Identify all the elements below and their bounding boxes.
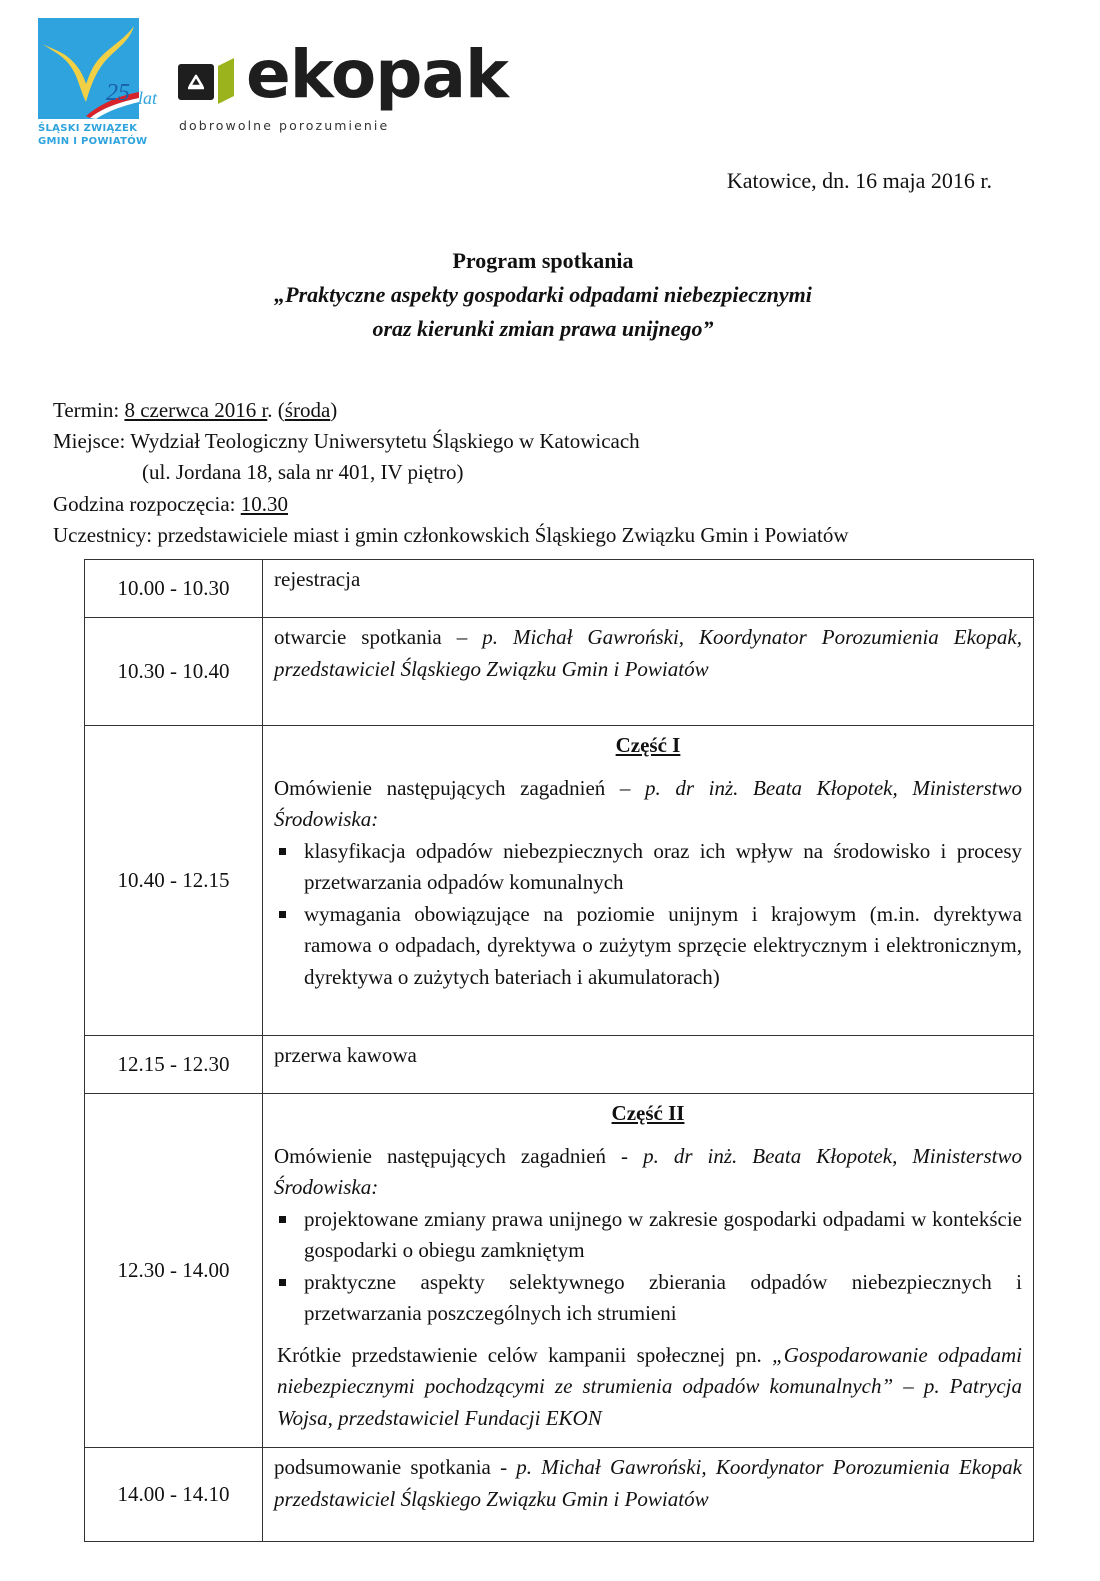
szgip-logo-name-line2: GMIN I POWIATÓW — [38, 136, 148, 147]
speaker: p. Michał Gawroński, Koordynator Porozumienia Ekopak przedstawiciel Śląskiego Związku Gmin i Powiatów — [274, 1455, 1022, 1511]
campaign-intro: Krótkie przedstawienie celów kampanii społecznej pn. — [277, 1342, 773, 1367]
desc-cell — [263, 1094, 1034, 1448]
bullet-item: wymagania obowiązujące na poziomie unijnym i krajowym (m.in. dyrektywa ramowa o odpadach, dyrektywa o zużytym sprzęcie elektrycznym i elektronicznym, dyrektywa o zużytych bateriach i akumulatorach) — [304, 899, 1022, 994]
termin-label: Termin: — [53, 398, 125, 422]
program-table — [84, 559, 1034, 1542]
document-subtitle-line1: „Praktyczne aspekty gospodarki odpadami niebezpiecznymi — [274, 282, 812, 307]
miejsce-label: Miejsce: — [53, 429, 131, 453]
bullet-item: projektowane zmiany prawa unijnego w zakresie gospodarki odpadami w kontekście gospodarki o obiegu zamkniętym — [304, 1204, 1022, 1267]
ekopak-tagline: dobrowolne porozumienie — [179, 118, 390, 133]
bullet-list — [274, 836, 1022, 994]
szgip-logo-name — [38, 122, 148, 148]
miejsce-line — [53, 429, 640, 454]
item-text: podsumowanie spotkania - — [274, 1455, 517, 1479]
bullet-list — [274, 1204, 1022, 1330]
time-cell: 14.00 - 14.10 — [85, 1448, 263, 1542]
campaign-title: „Gospodarowanie odpadami niebezpiecznymi pochodzącymi ze strumienia odpadów komunalnych” – p. Patrycja Wojsa, przedstawiciel Fundacji EKON — [277, 1342, 1023, 1430]
item-intro — [274, 773, 1022, 836]
table-row — [85, 1448, 1034, 1542]
recycle-icon — [178, 56, 234, 109]
item-text: rejestracja — [274, 567, 361, 591]
desc-cell — [263, 726, 1034, 1036]
szgip-logo — [38, 18, 162, 150]
speaker: p. dr inż. Beata Kłopotek, Ministerstwo Środowiska: — [274, 1143, 1022, 1199]
intro-text: Omówienie następujących zagadnień - — [274, 1143, 644, 1168]
ekopak-wordmark: ekopak — [246, 36, 508, 113]
table-row — [85, 1094, 1034, 1448]
termin-close: ) — [330, 398, 338, 422]
time-cell: 12.15 - 12.30 — [85, 1036, 263, 1094]
termin-day: środa — [284, 398, 331, 422]
item-text: przerwa kawowa — [274, 1043, 417, 1067]
desc-cell — [263, 1036, 1034, 1094]
table-row — [85, 560, 1034, 618]
time-cell: 10.00 - 10.30 — [85, 560, 263, 618]
desc-cell — [263, 560, 1034, 618]
bullet-item: praktyczne aspekty selektywnego zbierania odpadów niebezpiecznych i przetwarzania poszczególnych ich strumieni — [304, 1267, 1022, 1330]
time-cell: 10.30 - 10.40 — [85, 618, 263, 726]
ekopak-logo — [178, 36, 508, 137]
document-title: Program spotkania — [452, 248, 634, 273]
item-text: otwarcie spotkania – — [274, 625, 483, 649]
campaign-note — [274, 1340, 1022, 1435]
miejsce-address: (ul. Jordana 18, sala nr 401, IV piętro) — [142, 460, 464, 484]
termin-date: 8 czerwca 2016 r — [124, 398, 268, 422]
termin-line — [53, 398, 337, 423]
szgip-logo-years: 25 — [106, 80, 130, 106]
place-date: Katowice, dn. 16 maja 2016 r. — [726, 168, 992, 193]
szgip-logo-name-line1: ŚLĄSKI ZWIĄZEK — [38, 123, 138, 134]
uczestnicy-line: Uczestnicy: przedstawiciele miast i gmin członkowskich Śląskiego Związku Gmin i Powiatów — [53, 523, 849, 547]
item-intro — [274, 1141, 1022, 1204]
desc-cell — [263, 1448, 1034, 1542]
miejsce-value: Wydział Teologiczny Uniwersytetu Śląskiego w Katowicach — [130, 429, 640, 453]
time-cell: 10.40 - 12.15 — [85, 726, 263, 1036]
document-subtitle-line2: oraz kierunki zmian prawa unijnego” — [372, 316, 714, 341]
table-row — [85, 726, 1034, 1036]
time-cell: 12.30 - 14.00 — [85, 1094, 263, 1448]
intro-text: Omówienie następujących zagadnień – — [274, 775, 646, 800]
szgip-logo-lat: lat — [138, 88, 158, 108]
table-row — [85, 618, 1034, 726]
godzina-label: Godzina rozpoczęcia: — [53, 492, 241, 516]
part-heading: Część I — [615, 733, 681, 757]
speaker: p. dr inż. Beata Kłopotek, Ministerstwo Środowiska: — [274, 775, 1023, 831]
desc-cell — [263, 618, 1034, 726]
speaker: p. Michał Gawroński, Koordynator Porozumienia Ekopak, przedstawiciel Śląskiego Związku Gmin i Powiatów — [274, 625, 1022, 681]
godzina-line — [53, 492, 288, 517]
termin-separator: . ( — [267, 398, 285, 422]
godzina-value: 10.30 — [240, 492, 288, 516]
part-heading: Część II — [611, 1101, 685, 1125]
bullet-item: klasyfikacja odpadów niebezpiecznych oraz ich wpływ na środowisko i procesy przetwarzania odpadów komunalnych — [304, 836, 1022, 899]
table-row — [85, 1036, 1034, 1094]
